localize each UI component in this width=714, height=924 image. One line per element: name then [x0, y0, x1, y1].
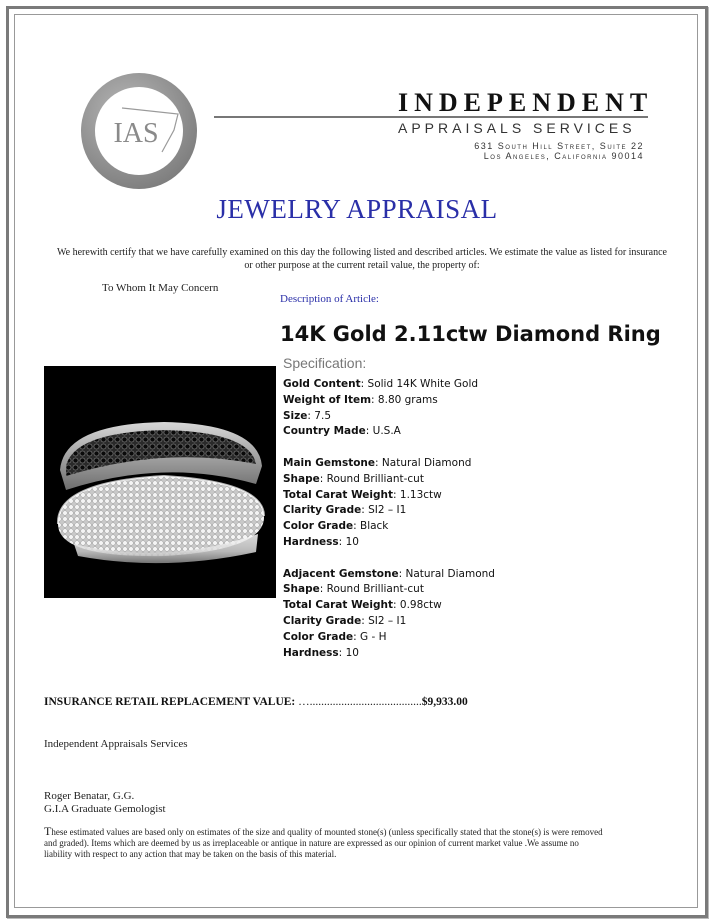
replacement-value-dots: ….......................................: [298, 696, 422, 708]
spec-adjacent-shape: Shape: Round Brilliant-cut: [283, 583, 424, 596]
ias-logo: [78, 70, 200, 192]
company-name: INDEPENDENT: [398, 88, 654, 117]
logo-ring-text: Appraisal: [115, 158, 163, 174]
header-divider: [214, 116, 648, 118]
company-subtitle: APPRAISALS SERVICES: [398, 120, 636, 136]
document-title: JEWELRY APPRAISAL: [216, 194, 498, 224]
specifications: [283, 378, 495, 662]
replacement-value: [44, 696, 468, 708]
spec-adjacent-color: Color Grade: G - H: [283, 630, 387, 643]
spec-country: Country Made: U.S.A: [283, 425, 401, 438]
description-label: Description of Article:: [280, 293, 379, 305]
spec-weight: Weight of Item: 8.80 grams: [283, 393, 438, 406]
spec-adjacent-clarity: Clarity Grade: SI2 – I1: [283, 614, 407, 627]
certification-text: We herewith certify that we have carefully examined on this day the following listed and described articles. We estimate the value as listed for insurance or other purpose at the current retail value, the property of:: [57, 247, 667, 271]
ring-photo: [44, 366, 276, 598]
spec-adjacent-hardness: Hardness: 10: [283, 646, 359, 659]
replacement-value-amount: $9,933.00: [421, 696, 468, 708]
spec-main-shape: Shape: Round Brilliant-cut: [283, 472, 424, 485]
replacement-value-label: INSURANCE RETAIL REPLACEMENT VALUE:: [44, 696, 296, 708]
company-signature: Independent Appraisals Services: [44, 738, 188, 750]
spec-size: Size: 7.5: [283, 409, 331, 422]
spec-main-clarity: Clarity Grade: SI2 – I1: [283, 504, 407, 517]
spec-main-hardness: Hardness: 10: [283, 535, 359, 548]
logo-monogram: IAS: [113, 118, 159, 149]
spec-main-gemstone: Main Gemstone: Natural Diamond: [283, 456, 472, 469]
spec-main-carat: Total Carat Weight: 1.13ctw: [283, 488, 442, 501]
specification-label: Specification:: [283, 355, 367, 371]
spec-adjacent-carat: Total Carat Weight: 0.98ctw: [283, 599, 442, 612]
gemologist-credential: G.I.A Graduate Gemologist: [44, 803, 166, 815]
item-title: 14K Gold 2.11ctw Diamond Ring: [280, 322, 661, 346]
recipient: To Whom It May Concern: [102, 282, 219, 294]
disclaimer: These estimated values are based only on estimates of the size and quality of mounted stone(s) (unless specifically stated that the stone(s) is were removed and graded). Items which are deemed by us as irreplaceable or antique in nature are expressed as our opinion of current market value .We assume no liability with respect to any action that may be taken on the basis of this material.: [44, 824, 603, 859]
gemologist-block: [44, 790, 166, 816]
spec-adjacent-gemstone: Adjacent Gemstone: Natural Diamond: [283, 567, 495, 580]
spec-main-color: Color Grade: Black: [283, 520, 389, 533]
address-line-1: 631 South Hill Street, Suite 22: [474, 141, 644, 151]
spec-gold-content: Gold Content: Solid 14K White Gold: [283, 378, 479, 390]
gemologist-name: Roger Benatar, G.G.: [44, 790, 135, 802]
address-line-2: Los Angeles, California 90014: [483, 151, 644, 161]
